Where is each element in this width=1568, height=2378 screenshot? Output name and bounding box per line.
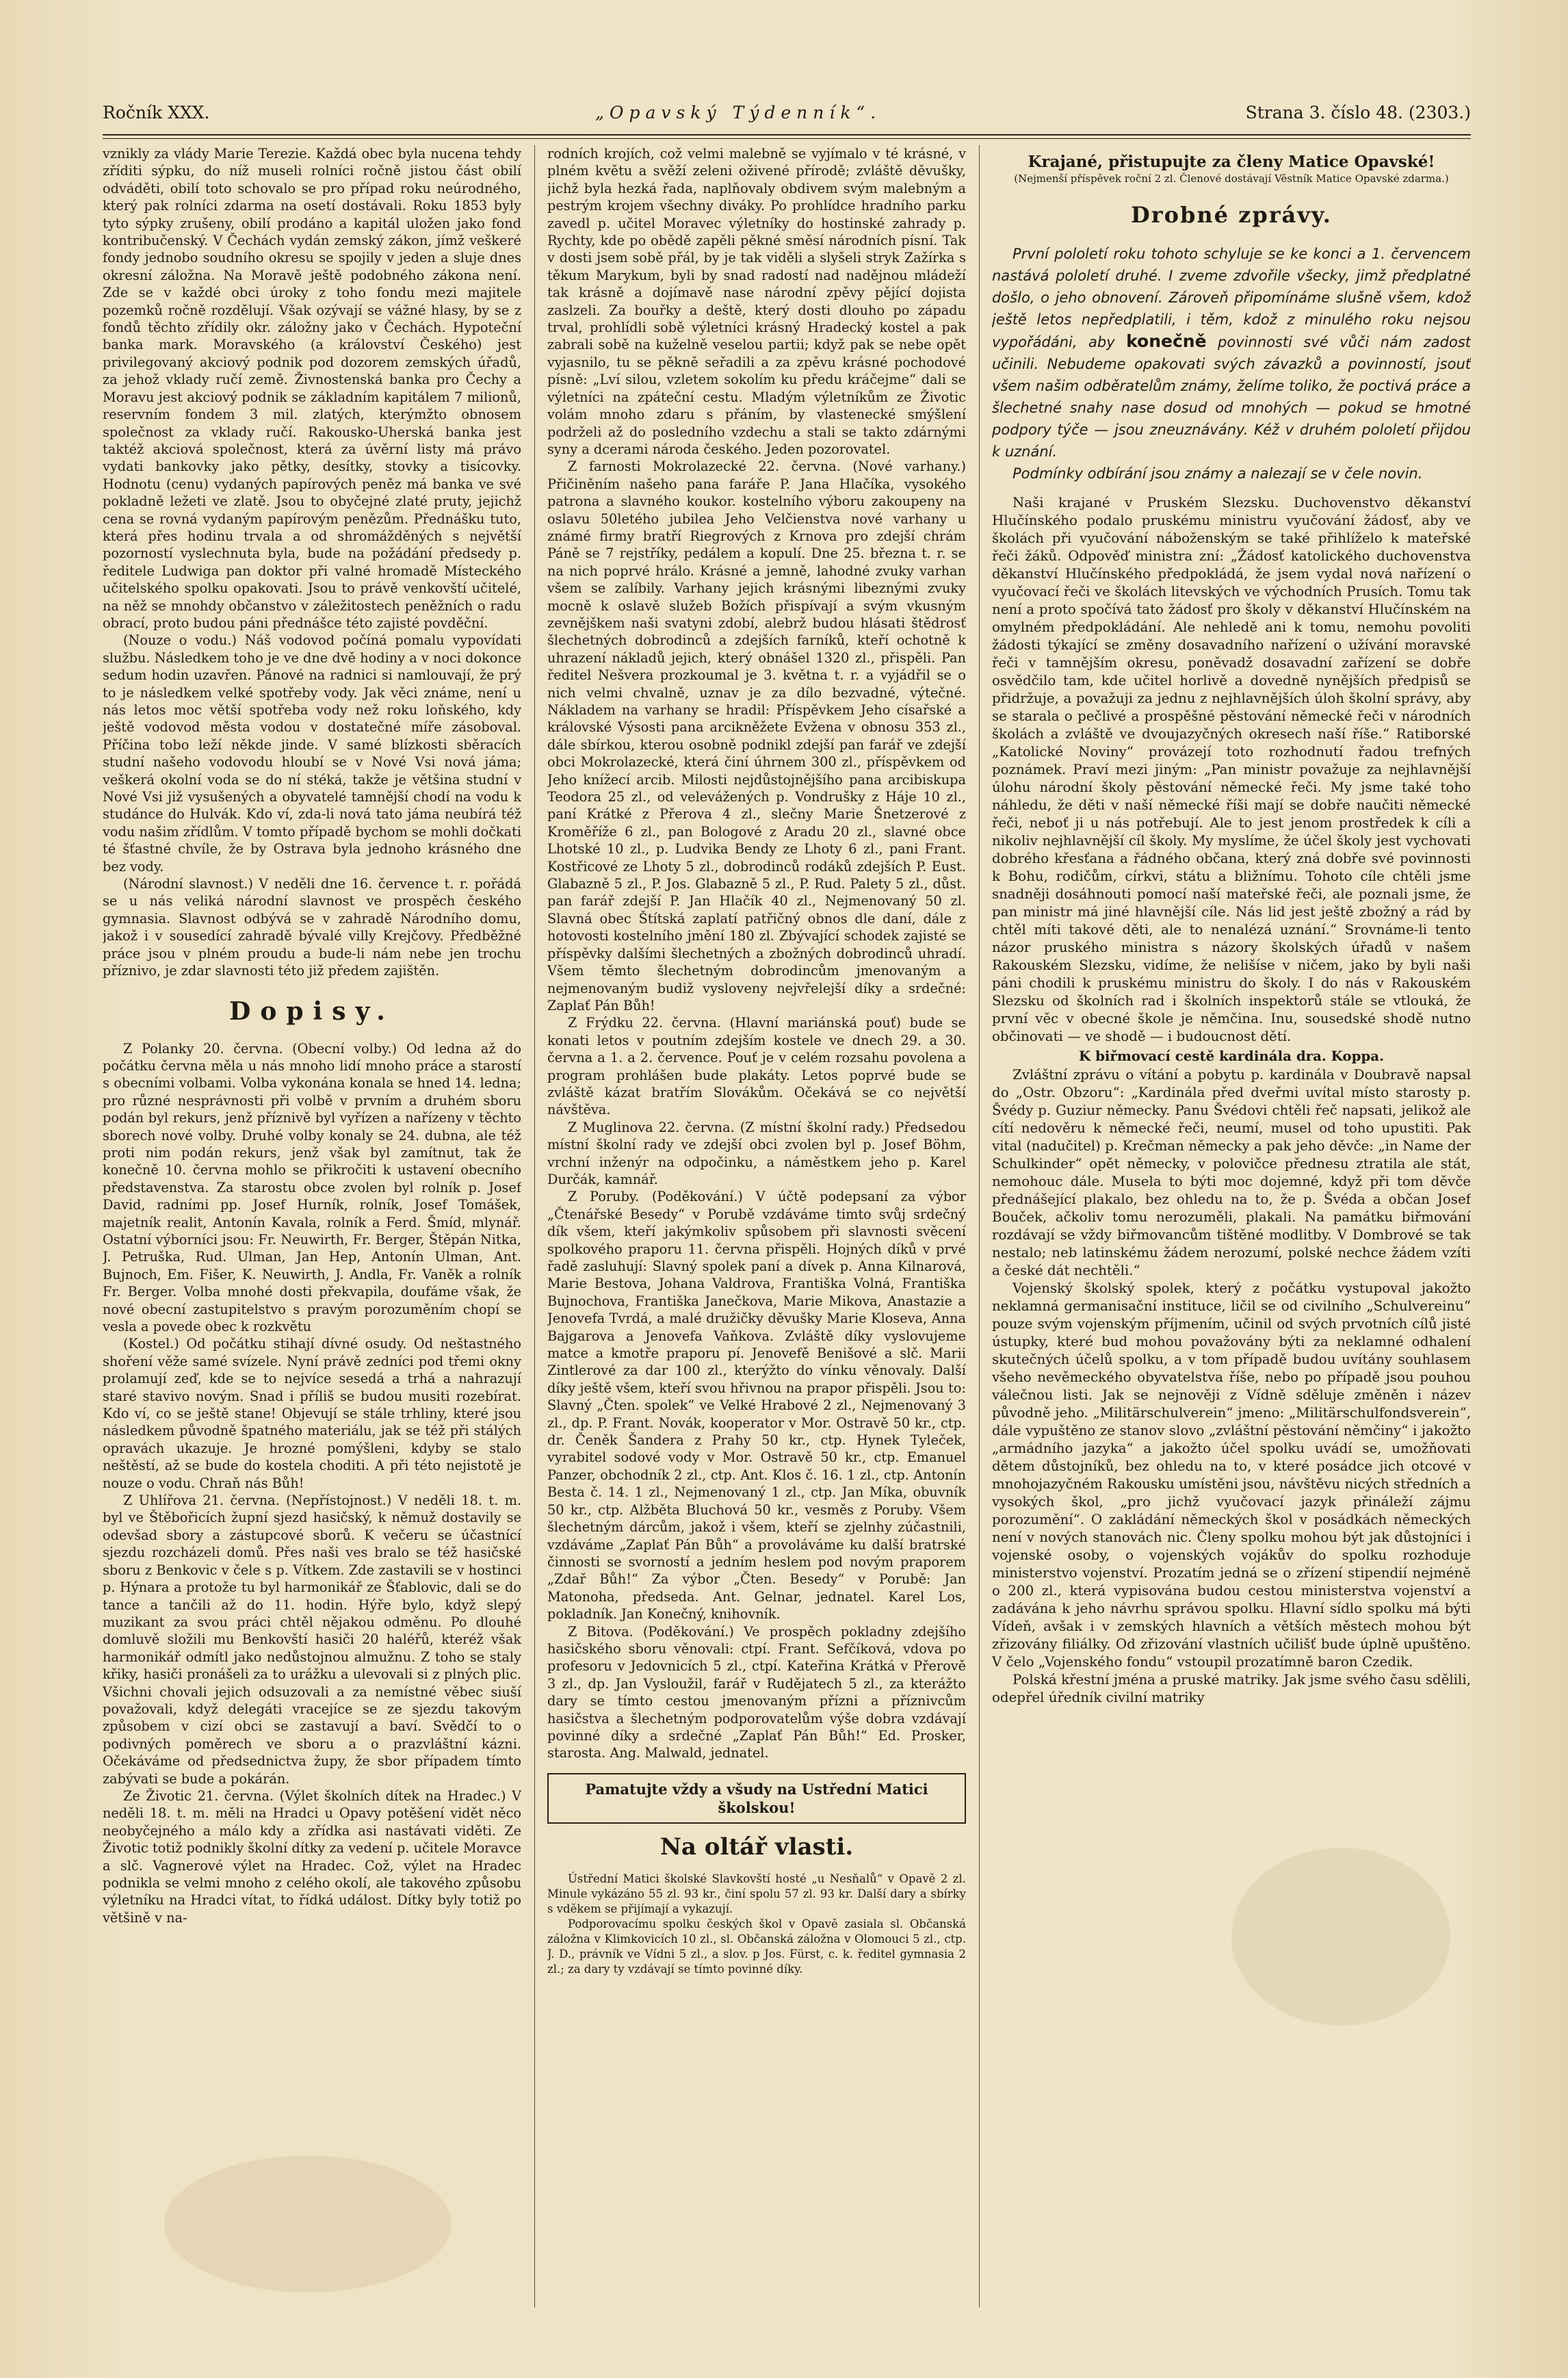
donation-podporovaci-spolek: Podporovacímu spolku českých škol v Opavě zasiala sl. Občanská záložna v Klimkovicích 10 zl., sl. Občanská záložna v Olomouci 5 zl., ctp. J. D., právník ve Vídni 5 zl., a slov. p Jos. Fürst, c. k. ředitel gymnasia 2 zl.; za dary ty vzdávají se tímto povinné díky. [547,1917,966,1976]
section-title-drobne-zpravy: Drobné zprávy. [1131,202,1332,228]
letter-muglinov: Z Muglinova 22. června. (Z místní školní rady.) Předsedou místní školní rady ve zdejší obci zvolen byl p. Josef Böhm, vrchní inženýr na odpočinku, a náměstkem jeho p. Karel Durčák, kamnář. [547,1119,966,1187]
header-rule-thin [103,138,1471,139]
section-title-dopisy: Dopisy. [229,996,395,1026]
news-items [992,494,1471,1707]
emphasis-word: konečně [1126,331,1207,351]
letter-uhlirov: Z Uhlířova 21. června. (Nepřístojnost.) V neděli 18. t. m. byl ve Štěbořicích župní sjezd hasičský, k němuž dostavily se odevšad sbory a zástupcové sborů. K večeru se účastnící sjezdu rozcházeli domů. Přes naši ves bralo se též hasičské sboru z Benkovic v čele s p. Vítkem. Zde zastavili se v hostinci p. Hýnara a protože tu byl harmonikář ze Šťablovic, dali se do tance a tančili až do 11. hodin. Hýře bylo, když slepý muzikant za svou práci chtěl nějakou odměnu. Po dlouhé domluvě složili mu Benkovští hasiči 20 haléřů, kteréž však harmonikář odmítl jako nedůstojnou almužnu. Z toho se staly křiky, hasiči pronášeli za to urážku a ulevovali si z plných plic. Všichni chovali jejich odsuzovali a za nemístné věbec siuší považovali, když delegáti vracejíce se ze sjezdu takovým způsobem v cizí obci se zastavují a baví. Svědčí to o podivných poměrech ve sboru a o prazvláštní kázni. Očekáváme od předsednictva župy, že sbor případem tímto zabývati se bude a pokárán. [103,1492,521,1787]
column-2 [547,145,966,2335]
column-separator [534,145,535,2308]
matice-opavska-notice [992,152,1471,185]
column-1 [103,145,521,2335]
page-header [103,103,1471,134]
page-number: Strana 3. číslo 48. (2303.) [1245,103,1471,122]
notice-subtext: (Nejmenší příspěvek roční 2 zl. Členové dostávají Věstník Matice Opavské zdarma.) [1014,172,1449,185]
news-polska-jmena: Polská křestní jména a pruské matriky. Jak jsme svého času sdělili, odepřel úředník civilní matriky [992,1672,1471,1705]
matice-banner: Pamatujte vždy a všudy na Ustřední Matici školskou! [547,1773,966,1824]
letter-kostel: (Kostel.) Od počátku stihají dívné osudy. Od neštastného shoření věže samé svízele. Nyní právě zedníci pod třemi okny prolamují zeď, kde se to nejvíce sesedá a trhá a nahrazují staré stavivo novým. Snad i příliš se budou musiti rozebírat. Kdo ví, co se ještě stane! Objevují se stále trhliny, které jsou následkem původně špatného materiálu, jak se též při stálých opravách ukazuje. Je hrozné pomýšleni, kdyby se stalo neštěstí, až se bude do kostela choditi. A při této nejistotě je nouze o vodu. Chraň nás Bůh! [103,1336,521,1491]
news-vojensky-spolek: Vojenský školský spolek, který z počátku vystupoval jakožto neklamná germanisační instituce, ličil se od civilního „Schulvereinu“ pouze svým vojenským příjmením, učinil od svých prvotních cílů jisté ústupky, které bud mohou považovány býti za neklamné odhalení skutečných účelů spolku, a v tom případě budou uvítány souhlasem všeho nevěmeckého obyvatelstva říše, nebo po případě jsou pouhou válečnou listi. Jak se nejnověji z Vídně sděluje změněn i název původně jeho. „Militärschulverein“ jmeno: „Militärschulfondsverein“, dále vypuštěno ze stanov slovo „zvláštní pěstování němčiny“ i jakožto „armádního jazyka“ a jakožto účel spolku uvádí se, umožňovati dětem důstojníků, bez ohledu na to, v které posádce jich otcové v mnohojazyčném Rakousku umístěni jsou, návštěvu nicých středních a vysokých škol, „pro jichž vyučovací jazyk přináleží zájmu porozumění“. O zakládání německých škol v posádkách německých není v nových stanovách nic. Členy spolku mohou být jak důstojníci i vojenské osoby, o vojenských vojákův do spolku rozhoduje ministerstvo vojenství. Prozatím jedná se o zřízení stipendií nejméně o 200 zl., která vypisována budou cestou ministerstva vojenství a zadávána k jeho návrhu správou spolku. Hlavní sídlo spolku má býti Vídeň, avšak i v zemských hlavních a větších městech mohou být zřizovány filiálky. Od zřizování vlastních učilišť bude úplně upuštěno. V čelo „Vojenského fondu“ vstoupil prozatímně baron Czedik. [992,1280,1471,1670]
letter-zivotice-cont: rodních krojích, což velmi malebně se vyjímalo v té krásné, v plném květu a svěží zeleni oživené přírodě; zvláště děvušky, jichž byla hezká řada, naplňovaly obdivem svým malebným a pestrým krojem všechny diváky. Po prohlídce hradního parku zavedl p. učitel Moravec výletníky do hostinské zahrady p. Rychty, kde po obědě zapěli pěkné směsí národních písní. Tak v dosti jsem sobě přál, by je tak viděli a slyšeli stryk Zažírka s těkum Marykum, byli by snad radostí nad nadějnou mládeží tak krásně a dojímavě nase národní zpěvy pějící dojista zaslzeli. Za bouřky a deště, který dosti dlouho po západu trval, prohlídli sobě výletníci krásný Hradecký kostel a pak zabrali sobě na kuželně veselou partii; když pak se nebe opět vyjasnilo, tu se pěkně seřadili a za zpěvu krásné pochodové písně: „Lví silou, vzletem sokolím ku předu kráčejme“ dali se výletníci na zpáteční cestu. Mladým výletníkům ze Životic volám mnoho zdaru s přáním, by vlastenecké smýšlení podrželi až do posledního vzdechu a stali se takto zdárnými syny a dcerami národa českého. Jeden pozorovatel. [547,146,966,457]
letter-mokrolazce: Z farnosti Mokrolazecké 22. června. (Nové varhany.) Přičiněním našeho pana faráře P. Jana Hlačíka, vysokého patrona a slavného koukor. kostelního výboru zakoupeny na oslavu 50letého jubilea Jeho Velčienstva nové varhany u známé firmy bratří Riegrových z Krnova pro zdejší chrám Páně se 7 rejstříky, pedálem a kopulí. Dne 25. března t. r. se na nich poprvé hrálo. Krásné a jemně, lahodné zvuky varhan všem se zalíbily. Varhany jejich krásnými libeznými zvuky mocně k oslavě služeb Božích přispívají a svým vkusným zevnějškem naši svatyni zdobí, alebrž budou hlásati štědrosť šlechetných dobrodinců a zdejších farníků, kteří ochotně k uhrazení nákladů jejich, který obnášel 1320 zl., přispěli. Pan ředitel Nešvera prozkoumal je 3. května t. r. a vyjádřil se o nich velmi chvalně, uznav je za dílo bezvadné, výtečné. Nákladem na varhany se hradil: Příspěvkem Jeho císařské a královské Výsosti pana arcikněžete Evžena v obnosu 353 zl., dále sbírkou, kterou osobně podnikl zdejší pan farář ve zdejší obci Mokrolazecké, která činí úhrnem 300 zl., příspěvkem od Jeho knížecí arcib. Milosti nejdůstojnějšího pana arcibiskupa Teodora 25 zl., od velevážených p. Vondrušky z Háje 10 zl., paní Krátké z Přerova 4 zl., slečny Marie Šnetzerové z Kroměříže 6 zl., pan Bologové z Aradu 20 zl., slavné obce Lhotské 10 zl., p. Ludvika Bendy ze Lhoty 6 zl., pani Frant. Kostřicové ze Lhoty 5 zl., dobrodinců rodáků zdejších P. Eust. Glabazně 5 zl., P. Jos. Glabazně 5 zl., P. Rud. Palety 5 zl., důst. pan farář zdejší P. Jan Hlačík 40 zl., Nejmenovaný 50 zl. Slavná obec Štítská zaplatí patřičný obnos dle daní, dále z hotovosti kostelního jmění 180 zl. Zbývající schodek zajisté se příspěvky dalšími šlechetných a zbožných dobrodinců uhradí. Všem těmto šlechetným dobrodincům jmenovaným a nejmenovaným budiž vysloveny nejvřelejší díky a srdečné: Zaplať Pán Bůh! [547,458,966,1013]
donation-matice: Ústřední Matici školské Slavkovští hosté „u Nesňalů“ v Opavě 2 zl. Minule vykázáno 55 zl. 93 kr., činí spolu 57 zl. 93 kr. Další dary a sbírky s vděkem se přijímají a vykazují. [547,1872,966,1915]
newspaper-title: „Opavský Týdenník“. [595,103,882,122]
news-prusko-slezsko: Naši krajané v Pruském Slezsku. Duchovenstvo děkanství Hlučínského podalo pruskému ministru vyučování žádosť, aby ve školách při vyučování náboženským se také přihlíželo k mateřské řeči žáků. Odpověď ministra zní: „Žádosť katolického duchovenstva děkanství Hlučínského předpokládá, že jsem vydal nová nařízení o vyučovací řeči ve školách litevských ve východních Prusích. Tomu tak není a proto spočívá tato žádosť pro školy v děkanství Hlučínském na omylném předpokládání. Ale nehledě ani k tomu, nemohu povoliti žádosti týkající se změny dosavadního nařízení o užívání moravské řeči v tamnějším okresu, poněvadž dosavadní zařízení se dobře osvědčilo tam, kde učitel horlivě a dovedně nynějších předpisů se přidržuje, a považuji za jednu z nejhlavnějších úloh školní správy, aby se starala o pečlivé a prospěšné pěstování německé řeči v národních školách a zvláště ve dvoujazyčných okresech naší říše.“ Ratiborské „Katolické Noviny“ provázejí toto rozhodnutí řadou trefných poznámek. Praví mezi jiným: „Pan ministr považuje za nejhlavnější úlohu národní školy pěstování německé řeči. My jsme také toho náhledu, že děti v naší německé říši mají se dobře naučiti německé řeči, neboť ji u nás potřebují. Ale to jest jenom prostředek k cíli a nikoliv nejhlavnější cíl školy. My myslíme, že účel školy jest vychovati dobrého křesťana a řádného občana, který zná dobře své povinnosti k Bohu, rodičům, církvi, státu a bližnímu. Tohoto cíle chtěli jsme snadněji dosáhnouti pomocí naší mateřské řeči, ale poznali jsme, že pan ministr má jiné hlavnější cíle. Nás lid jest ještě zbožný a rád by chtěl míti takové děti, ale to nenalézá uznání.“ Srovnáme-li tento názor pruského ministra s názory školských úřadů v našem Rakouském Slezsku, vidíme, že nelišíse v ničem, jako by byli naši páni chodili k pruskému ministru do školy. I do nás v Rakouském Slezsku od školních rad i školních inspektorů stále se vtlouká, že první věc v obecné škole je němčina. Inu, sousedské shodě nutno občinovati — ve shodě — i budoucnost dětí. [992,495,1471,1044]
subscription-text: První pololetí roku tohoto schyluje se ke konci a 1. červencem nastává pololetí druhé. I zveme zdvořile všecky, jimž předplatné došlo, o jeho obnovení. Zároveň připomínáme slušně všem, kdož ještě letos nepředplatili, i těm, kdož z minulého roku nejsou vypořádáni, aby [992,246,1471,350]
news-heading-kopp: K biřmovací cestě kardinála dra. Koppa. [1079,1048,1384,1064]
column-3 [992,145,1471,2335]
subscription-text-cont: povinnosti své vůči nám zadost učinili. Nebudeme opakovati svých závazků a povinností, jsouť všem našim odběratelům známy, želíme toliko, že poctivá práce a šlechetné snahy nase dosud od mnohých — pokud se hmotné podpory týče — jsou zneuznávány. Kéž v druhém pololetí přijdou k uznání. [992,334,1471,460]
subscription-notice [992,243,1471,484]
letter-polanka: Z Polanky 20. června. (Obecní volby.) Od ledna až do počátku června měla u nás mnoho lidí mnoho práce a starostí s obecními volbami. Volba vykonána konala se hned 14. ledna; pro různé nesprávnosti při volbě v prvním a druhém sboru podán byl rekurs, jenž příznivě byl vyřízen a nařízeny v těchto sborech nové volby. Druhé volby konaly se 24. dubna, ale též proti nim podán rekurs, jenž však byl zamítnut, tak že konečně 10. června mohlo se přikročiti k ustavení obecního představenstva. Za starostu obce zvolen byl rolník p. Josef David, radními pp. Josef Hurník, rolník, Josef Tomášek, majetník realit, Antonín Kavala, rolník a Ferd. Šmíd, mlynář. Ostatní výborníci jsou: Fr. Neuwirth, Fr. Berger, Štěpán Nitka, J. Petruška, Rud. Ulman, Jan Hep, Antonín Ulman, Ant. Bujnoch, Em. Fišer, K. Neuwirth, J. Andla, Fr. Vaněk a rolník Fr. Berger. Volba mnohé dosti překvapila, doufáme však, že nové obecní zastupitelstvo s pravým porozuměním chopí se vesla a povede obec k rozkvětu [103,1040,521,1334]
subscription-conditions: Podmínky odbírání jsou známy a nalezají se v čele novin. [1012,465,1423,482]
column-separator [979,145,980,2308]
volume-label: Ročník XXX. [103,103,210,122]
header-rule [103,134,1471,135]
article-narodni-slavnost: (Národní slavnost.) V neděli dne 16. července t. r. pořádá se u nás veliká národní slavnost ve prospěch českého gymnasia. Slavnost odbývá se v zahradě Národního domu, jakož i v sousedící zahradě bývalé villy Krejčovy. Předběžné práce jsou v plném proudu a bude-li nám nebe jen trochu příznivo, je zdar slavnosti této již předem zajištěn. [103,876,521,979]
letter-frydek: Z Frýdku 22. června. (Hlavní mariánská pouť) bude se konati letos v poutním zdejším kostele ve dnech 29. a 30. června a 1. a 2. července. Pouť je v celém rozsahu povolena a program prohlášen bude plakáty. Letos poprvé bude se zvláště kázat bratřím Slovákům. Očekává se co největší návštěva. [547,1015,966,1118]
letter-bitov: Z Bitova. (Poděkování.) Ve prospěch pokladny zdejšího hasičského sboru věnovali: ctpí. Frant. Sefčíková, vdova po profesoru v Jedovnicích 5 zl., ctpí. Kateřina Krátká v Přerově 3 zl., dp. Jan Vysloužil, farář v Rudějatech 5 zl., za kterážto dary se tímto cestou jmenovaným přízni a příznivcům hasičstva a šlechetným podporovatelům výše dobra vzdávají povinné díky a srdečné „Zaplať Pán Bůh!“ Ed. Prosker, starosta. Ang. Malwald, jednatel. [547,1623,966,1761]
letter-zivotice: Ze Životic 21. června. (Výlet školních dítek na Hradec.) V neděli 18. t. m. měli na Hradci u Opavy potěšení vidět něco neobyčejného a málo kdy a zřídka asi nastávati viděti. Ze Životic totiž podnikly školní dítky za vedení p. učitele Moravce a slč. Vagnerové výlet na Hradec. Což, výlet na Hradec podnikla se velmi mnoho z celého okolí, ale takového způsobu výletníku na Hradci vítat, to řídká událost. Dítky byly totiž po většině v na- [103,1787,521,1926]
article-nouze-o-vodu: (Nouze o vodu.) Náš vodovod počíná pomalu vypovídati službu. Následkem toho je ve dne dvě hodiny a v noci dokonce sedum hodin uzavřen. Pánové na radnici si namlouvají, že prý to je následkem velké spotřeby vody. Jak věci známe, není u nás letos moc větší spotřeba vody než roku loňského, kdy ještě vodovod města vodou v dostatečné míře zásoboval. Příčina tobo leží někde jinde. V samé blízkosti sběracích studní našeho vodovodu hloubí se v Nové Vsi nová jáma; veškerá okolní voda se do ní stéká, takže je většina studní v Nové Vsi již vysušených a obyvatelé tamnější chodí na vodu k studánce do Hulvák. Kdo ví, zda-li nová tato jáma neubírá též vodu našim zřídlům. V tomto případě bychom se mohli dočkati té šťastné chvíle, že by Ostrava byla jednoho krásného dne bez vody. [103,632,521,875]
news-kopp: Zvláštní zprávu o vítání a pobytu p. kardinála v Doubravě napsal do „Ostr. Obzoru“: „Kardinála před dveřmi uvítal místo starosty p. Švédy p. Guziur německy. Panu Švédovi chtěli řeč napsati, jelikož ale cítí nedověru k německé řeči, neumí, musel od toho upustiti. Pak vital (nadučitel) p. Krečman německy a pak jeho děvče: „in Name der Schulkinder“ opět německy, v polovičce přednesu ztratila ale stát, nemohouc dále. Musela to býti moc dojemné, když při tom děvče přednášející plakalo, bez ohledu na to, že p. Švéda a občan Josef Bouček, ačkoliv tomu nerozuměli, plakali. Na památku biřmování rozdávají se vždy biřmovancům tištěné modlitby. V Dombrové se tak nestalo; neb latinskému žádem nerozumí, polské nechce žádem vzíti a české dát nechtěli.“ [992,1067,1471,1278]
section-title-oltar: Na oltář vlasti. [659,1833,854,1861]
notice-heading: Krajané, přistupujte za členy Matice Opavské! [1028,153,1435,171]
article-paragraph: vznikly za vlády Marie Terezie. Každá obec byla nucena tehdy zříditi sýpku, do níž museli rolníci ročně jistou část obilí odváděti, obilí toto schovalo se pro případ roku neúrodného, který pak rolníci zdarma na osetí dostávali. Roku 1853 byly tyto sýpky zrušeny, obilí prodáno a kapitál uložen jako fond kontribučenský. V Čechách vydán zemský zákon, jímž veškeré fondy jednobo soudního okresu se spojily v jeden a sluje dnes okresní záložna. Na Moravě ještě podobného zákona není. Zde se v každé obci úroky z toho fondu mezi majitele pozemků ročně rozdělují. Však ozývají se vážné hlasy, by se z fondů těchto zřídily okr. záložny jako v Čechách. Hypoteční banka mark. Moravského (a království Českého) jest privilegovaný akciový podnik pod dozorem zemských úřadů, za jehož vklady ručí země. Živnostenská banka pro Čechy a Moravu jest akciový podnik se základním kapitálem 7 milionů, reservním fondem 3 mil. zlatých, kterýmžto obnosem společnost za vklady ručí. Rakousko-Uherská banka jest taktéž akciová společnost, která za úvěrní listy má právo vydati bankovky jako pětky, desítky, stovky a tisícovky. Hodnotu (cenu) vydaných papírových peněz má banka ve své pokladně ležeti ve zlatě. Jsou to obyčejné zlaté pruty, jejichž cena se rovná vydaným papírovým penězům. Přednášku tuto, která přes hodinu trvala a od shromážděných s největší pozorností vyslechnuta byla, bude na požádání předsedy p. ředitele Ludwiga pan doktor při valné hromadě Místeckého učitelského spolku opakovati. Jsou to právě venkovští učitelé, na něž se mnohdy občanstvo v záležitostech peněžních o radu obrací, proto budou páni přednášce této zajisté povděční. [103,146,521,631]
letter-poruba: Z Poruby. (Poděkování.) V účtě podepsaní za výbor „Čtenářské Besedy“ v Porubě vzdáváme timto svůj srdečný dík všem, kteří jakýmkoliv spůsobem při slavnosti svěcení spolkového praporu 11. června přispěli. Hojných díků v prvé řadě zasluhují: Slavný spolek paní a dívek p. Anna Kilnarová, Marie Bestova, Johana Valdrova, Františka Volná, Františka Bujnochova, Františka Janečkova, Marie Mikova, Anastazie a Jenovefa Tvrdá, a malé družičky děvušky Marie Kloseva, Anna Bajgarova a Jenovefa Vaňkova. Zvláště díky vyslovujeme matce a kmotře praporu pí. Jenovefě Benišové a slč. Marii Zintlerové za dar 100 zl., kterýžto do vínku věnovaly. Další díky ještě všem, kteří svou hřivnou na prapor přispěli. Jsou to: Slavný „Čten. spolek“ ve Velké Hrabové 2 zl., Nejmenovaný 3 zl., dp. P. Frant. Novák, kooperator v Mor. Ostravě 50 kr., ctp. dr. Čeněk Šandera z Prahy 50 kr., ctp. Hynek Tyleček, vyrabitel sodové vody v Mor. Ostravě 50 kr., ctp. Emanuel Panzer, obchodník 2 zl., ctp. Ant. Klos č. 16. 1 zl., ctp. Antonín Besta č. 14. 1 zl., Nejmenovaný 1 zl., ctp. Jan Míka, obuvník 50 kr., ctp. Alžběta Bluchová 50 kr., vesměs z Poruby. Všem šlechetným dárcům, jakož i všem, kteří se zjelnhy zúčastnili, vzdáváme „Zaplať Pán Bůh“ a provoláváme ku další bratrské činnosti se svorností a jedním heslem pod novým praporem „Zdař Bůh!“ Za výbor „Čten. Besedy“ v Porubě: Jan Matonoha, předseda. Ant. Gelnar, jednatel. Karel Los, pokladník. Jan Konečný, knihovník. [547,1189,966,1623]
